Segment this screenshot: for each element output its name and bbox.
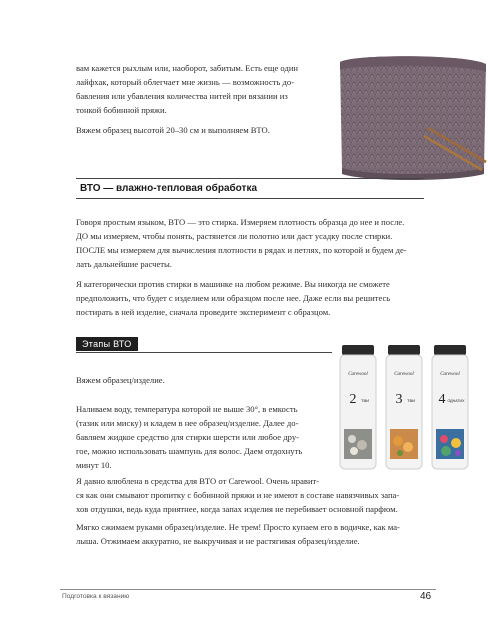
intro-line: бавления или убавления количества нитей при вязании из [76,91,288,101]
section-bottom-rule [76,198,424,199]
stages-tag: Этапы ВТО [76,337,138,351]
text-line: ся как они смывают пропитку с бобинной пряжи и не имеют в составе навязчивых запа- [76,490,400,500]
bottle-number: 2 [349,392,357,407]
knitted-sample-image [336,50,488,182]
vto-paragraph-1 [76,215,424,271]
text-line: минут 10. [76,460,112,470]
vto-paragraph-2 [76,277,424,319]
text-line: ДО мы измеряем, чтобы понять, растянется ли полотно или даст усадку после стирки. [76,231,393,241]
bottle-4 [432,345,468,469]
text-line: Я давно влюблена в средства для ВТО от Carewool. Очень нравит- [76,476,320,486]
stages-rule [76,352,332,353]
sample-note: Вяжем образец высотой 20–30 см и выполняем ВТО. [76,125,270,135]
bottle-brand: Carewool [394,372,414,377]
bottle-number: 4 [438,392,446,407]
text-line: Я категорически против стирки в машинке на любом режиме. Вы никогда не сможете [76,279,390,289]
section-title: ВТО — влажно-тепловая обработка [80,183,258,194]
footer-section-title: Подготовка к вязанию [62,593,130,600]
section-top-rule [76,178,424,179]
text-line: (тазик или миску) и кладем в нее образец/изделие. Далее до- [76,418,299,428]
text-line: Мягко сжимаем руками образец/изделие. Не трем! Просто купаем его в водичке, как ма- [76,522,400,532]
stage-1: Вяжем образец/изделие. [76,375,165,385]
footer-rule [60,589,436,590]
text-line: лыша. Отжимаем аккуратно, не выкручивая и не растягивая образец/изделие. [76,536,360,546]
intro-line: лайфхак, который облегчает мне жизнь — возможность до- [76,77,295,87]
bottle-word: ТВИ [407,398,415,403]
text-line: предположить, что будет с изделием или образцом после нее. Даже если вы решитесь [76,293,391,303]
bottle-word: ОДНАТИХ [447,399,465,403]
bottle-brand: Carewool [348,372,368,377]
text-line: лать дальнейшие расчеты. [76,259,172,269]
carewool-bottles-image [338,345,472,471]
stage-4 [76,520,424,548]
intro-paragraph [76,61,334,117]
intro-line: вам кажется рыхлым или, наоборот, забитым. Есть еще один [76,63,299,73]
bottle-brand: Carewool [440,372,460,377]
bottle-number: 3 [395,392,403,407]
text-line: постирать в ней изделие, сначала проведите эксперимент с образцом. [76,307,331,317]
text-line: хов отдушки, ведь куда приятнее, когда запах изделия не перебивает основной парфюм. [76,504,398,514]
page-number: 46 [420,591,432,602]
text-line: Говоря простым языком, ВТО — это стирка. Измеряем плотность образца до нее и после. [76,217,405,227]
text-line: Наливаем воду, температура которой не выше 30°, в емкость [76,404,298,414]
bottle-3 [386,345,422,469]
text-line: ПОСЛЕ мы измеряем для вычисления плотности в рядах и петлях, по которой и будем де- [76,245,407,255]
bottle-word: ТВИ [361,398,369,403]
stage-2 [76,402,334,472]
intro-line: тонкой бобинной пряжи. [76,105,167,115]
text-line: гое, можно использовать шампунь для волос. Даем отдохнуть [76,446,303,456]
stage-3 [76,474,424,516]
bottle-2 [340,345,376,469]
text-line: бавляем жидкое средство для стирки шерсти или любое дру- [76,432,299,442]
